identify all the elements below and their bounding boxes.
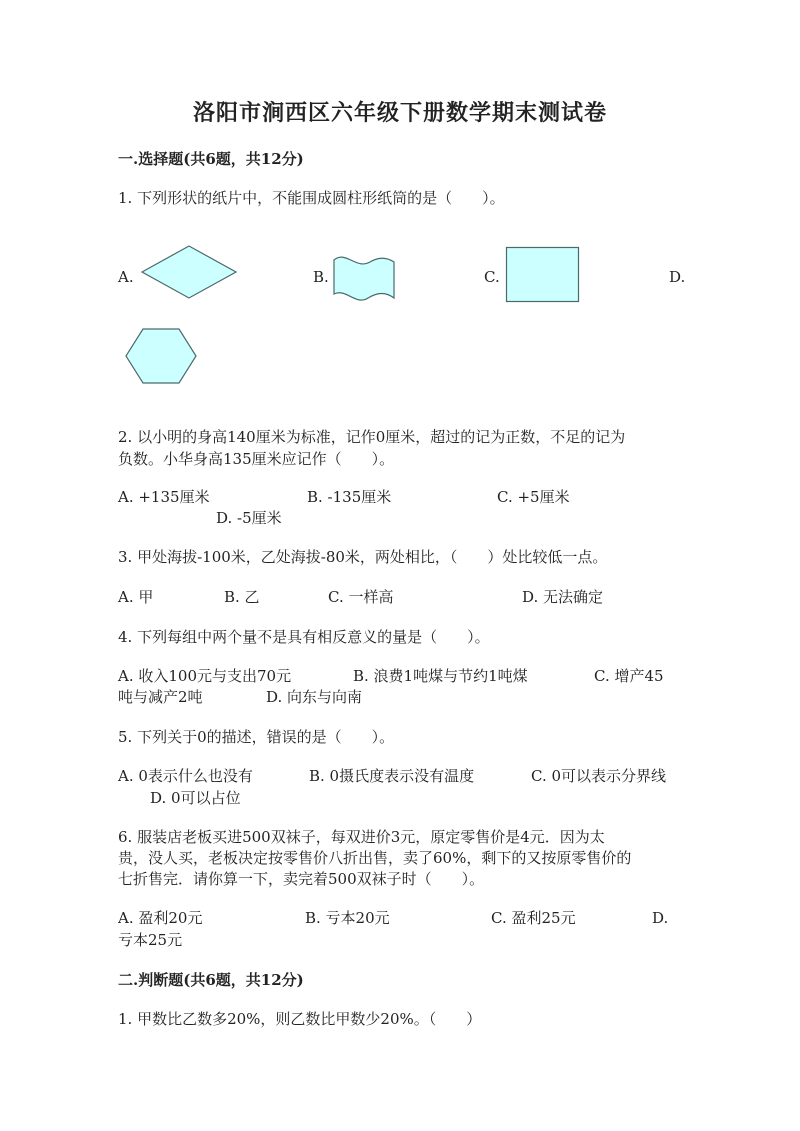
- q1-option-a-label: A.: [118, 268, 134, 286]
- section-heading-choice: 一.选择题(共6题，共12分): [118, 150, 304, 168]
- rectangle-shape: [505, 246, 580, 303]
- q1-option-d-label: D.: [669, 268, 686, 286]
- q3-option-a: A. 甲: [118, 588, 154, 606]
- q2-option-a: A. +135厘米: [118, 488, 210, 506]
- q6-option-d-text: 亏本25元: [118, 931, 183, 949]
- question-2-line-2: 负数。小华身高135厘米应记作（ ）。: [118, 450, 395, 468]
- q5-option-c: C. 0可以表示分界线: [531, 767, 667, 785]
- q1-option-c-label: C.: [484, 268, 500, 286]
- q5-option-d: D. 0可以占位: [150, 789, 241, 807]
- q5-option-b: B. 0摄氏度表示没有温度: [309, 767, 475, 785]
- q3-option-d: D. 无法确定: [522, 588, 604, 606]
- q4-option-c-part-2: 吨与减产2吨: [118, 688, 203, 706]
- q2-option-d: D. -5厘米: [216, 509, 282, 527]
- question-2-line-1: 2. 以小明的身高140厘米为标准，记作0厘米，超过的记为正数，不足的记为: [118, 428, 626, 446]
- q6-option-c: C. 盈利25元: [491, 909, 576, 927]
- question-6-line-2: 贵，没人买，老板决定按零售价八折出售，卖了60%，剩下的又按原零售价的: [118, 849, 632, 867]
- q1-option-b-label: B.: [313, 268, 329, 286]
- q6-option-d-label: D.: [652, 909, 669, 927]
- rhombus-shape: [139, 243, 239, 301]
- q4-option-c-part-1: C. 增产45: [594, 667, 664, 685]
- question-3-text: 3. 甲处海拔-100米，乙处海拔-80米，两处相比，（ ）处比较低一点。: [118, 548, 608, 566]
- judgement-1-text: 1. 甲数比乙数多20%，则乙数比甲数少20%。（ ）: [118, 1010, 482, 1028]
- question-6-line-1: 6. 服装店老板买进500双袜子，每双进价3元，原定零售价是4元．因为太: [118, 828, 605, 846]
- q4-option-b: B. 浪费1吨煤与节约1吨煤: [353, 667, 528, 685]
- hexagon-shape: [123, 326, 199, 386]
- wavy-shape: [330, 252, 398, 304]
- q3-option-c: C. 一样高: [328, 588, 394, 606]
- q6-option-b: B. 亏本20元: [305, 909, 390, 927]
- q5-option-a: A. 0表示什么也没有: [118, 767, 253, 785]
- page-title: 洛阳市涧西区六年级下册数学期末测试卷: [192, 100, 607, 126]
- q4-option-a: A. 收入100元与支出70元: [118, 667, 292, 685]
- question-4-text: 4. 下列每组中两个量不是具有相反意义的量是（ ）。: [118, 628, 490, 646]
- q2-option-b: B. -135厘米: [307, 488, 392, 506]
- question-5-text: 5. 下列关于0的描述，错误的是（ ）。: [118, 728, 395, 746]
- question-6-line-3: 七折售完．请你算一下，卖完着500双袜子时（ ）。: [118, 870, 485, 888]
- q3-option-b: B. 乙: [224, 588, 260, 606]
- q2-option-c: C. +5厘米: [497, 488, 570, 506]
- question-1-text: 1. 下列形状的纸片中，不能围成圆柱形纸筒的是（ ）。: [118, 189, 505, 207]
- q4-option-d: D. 向东与向南: [266, 688, 363, 706]
- q6-option-a: A. 盈利20元: [118, 909, 203, 927]
- section-heading-judgement: 二.判断题(共6题，共12分): [118, 971, 304, 989]
